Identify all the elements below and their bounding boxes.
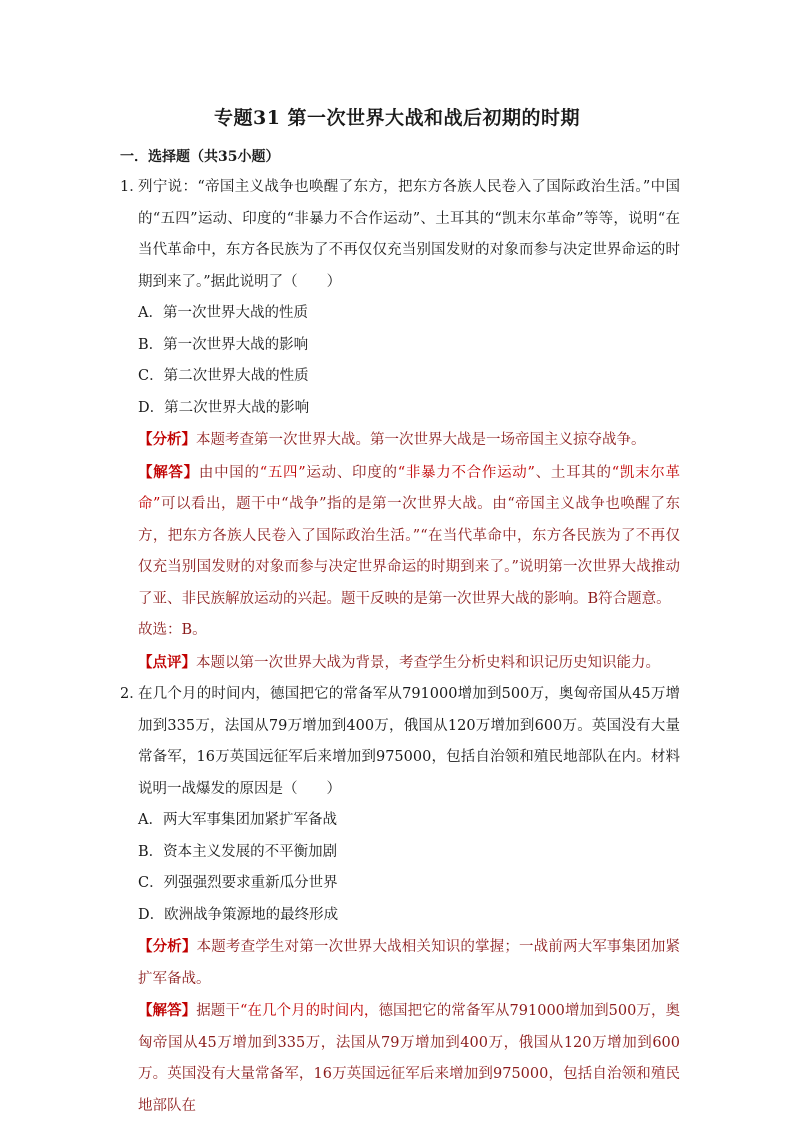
solution-quote-1: “在几个月的时间内， [239, 1003, 379, 1019]
question-1 [120, 172, 680, 298]
section-heading: 一．选择题（共35小题） [120, 149, 280, 165]
solution-text-a: 据题干 [196, 1003, 240, 1019]
solution-text-d: 德国把它的常备军从791000增加到500万，奥匈帝国从45万增加到335万，法国从79万增加到400万，俄国从120万增加到600万。英国没有大量常备军，16万英国远征军后来增加到975000，包括自治领和殖民地部队在 [138, 1003, 681, 1114]
solution-q2 [120, 995, 680, 1122]
comment-q1 [120, 647, 680, 680]
page-title: 专题31 第一次世界大战和战后初期的时期 [213, 107, 581, 129]
analysis-text: 本题考查第一次世界大战。第一次世界大战是一场帝国主义掠夺战争。 [196, 432, 646, 448]
analysis-tag: 【分析】 [138, 938, 197, 955]
solution-text-d: 可以看出，题干中“战争”指的是第一次世界大战。由“帝国主义战争也唤醒了东方，把东方各族人民卷入了国际政治生活。”“在当代革命中，东方各民族为了不再仅仅充当别国发财的对象而参与决定世界命运的时期到来了。”说明第一次世界大战推动了亚、非民族解放运动的兴起。题干反映的是第一次世界大战的影响。B符合题意。 [138, 496, 680, 607]
question-number: 1． [120, 179, 144, 195]
options-q1 [120, 298, 680, 424]
solution-text-b: 运动、印度的 [305, 464, 398, 481]
option-d: D．欧洲战争策源地的最终形成 [138, 906, 339, 923]
solution-quote-2: “非暴力不合作运动” [397, 464, 535, 481]
options-q2 [120, 805, 680, 931]
analysis-q2 [120, 931, 680, 995]
question-stem: 列宁说：“帝国主义战争也唤醒了东方，把东方各族人民卷入了国际政治生活。”中国的“五四”运动、印度的“非暴力不合作运动”、土耳其的“凯末尔革命”等等，说明“在当代革命中，东方各民族为了不再仅仅充当别国发财的对象而参与决定世界命运的时期到来了。”据此说明了（ ） [138, 179, 680, 290]
option-b: B．第一次世界大战的影响 [138, 336, 309, 353]
solution-tag: 【解答】 [138, 463, 199, 481]
solution-q1 [120, 457, 680, 616]
solution-tag: 【解答】 [138, 1002, 197, 1019]
solution-text-c: 、土耳其的 [534, 464, 612, 481]
analysis-q1 [120, 424, 680, 457]
solution-text-a: 由中国的 [198, 464, 260, 481]
analysis-tag: 【分析】 [138, 431, 196, 448]
comment-tag: 【点评】 [138, 653, 196, 671]
question-number: 2． [120, 686, 144, 702]
question-list [120, 172, 680, 1122]
option-b: B．资本主义发展的不平衡加剧 [138, 843, 338, 860]
option-c: C．列强强烈要求重新瓜分世界 [138, 875, 338, 891]
question-2 [120, 679, 680, 805]
answer-q1: 故选：B。 [138, 622, 207, 638]
solution-quote-1: “五四” [259, 464, 306, 481]
option-a: A．两大军事集团加紧扩军备战 [138, 812, 337, 828]
comment-text: 本题以第一次世界大战为背景，考查学生分析史料和识记历史知识能力。 [196, 654, 660, 671]
option-d: D．第二次世界大战的影响 [138, 399, 310, 416]
question-stem: 在几个月的时间内，德国把它的常备军从791000增加到500万，奥匈帝国从45万增加到335万，法国从79万增加到400万，俄国从120万增加到600万。英国没有大量常备军，16万英国远征军后来增加到975000，包括自治领和殖民地部队在内。材料说明一战爆发的原因是（ ） [138, 686, 680, 797]
analysis-text: 本题考查学生对第一次世界大战相关知识的掌握；一战前两大军事集团加紧扩军备战。 [138, 939, 681, 987]
solution-quote-3: “凯末尔革命” [138, 464, 681, 512]
option-a: A．第一次世界大战的性质 [138, 305, 308, 321]
option-c: C．第二次世界大战的性质 [138, 368, 309, 384]
